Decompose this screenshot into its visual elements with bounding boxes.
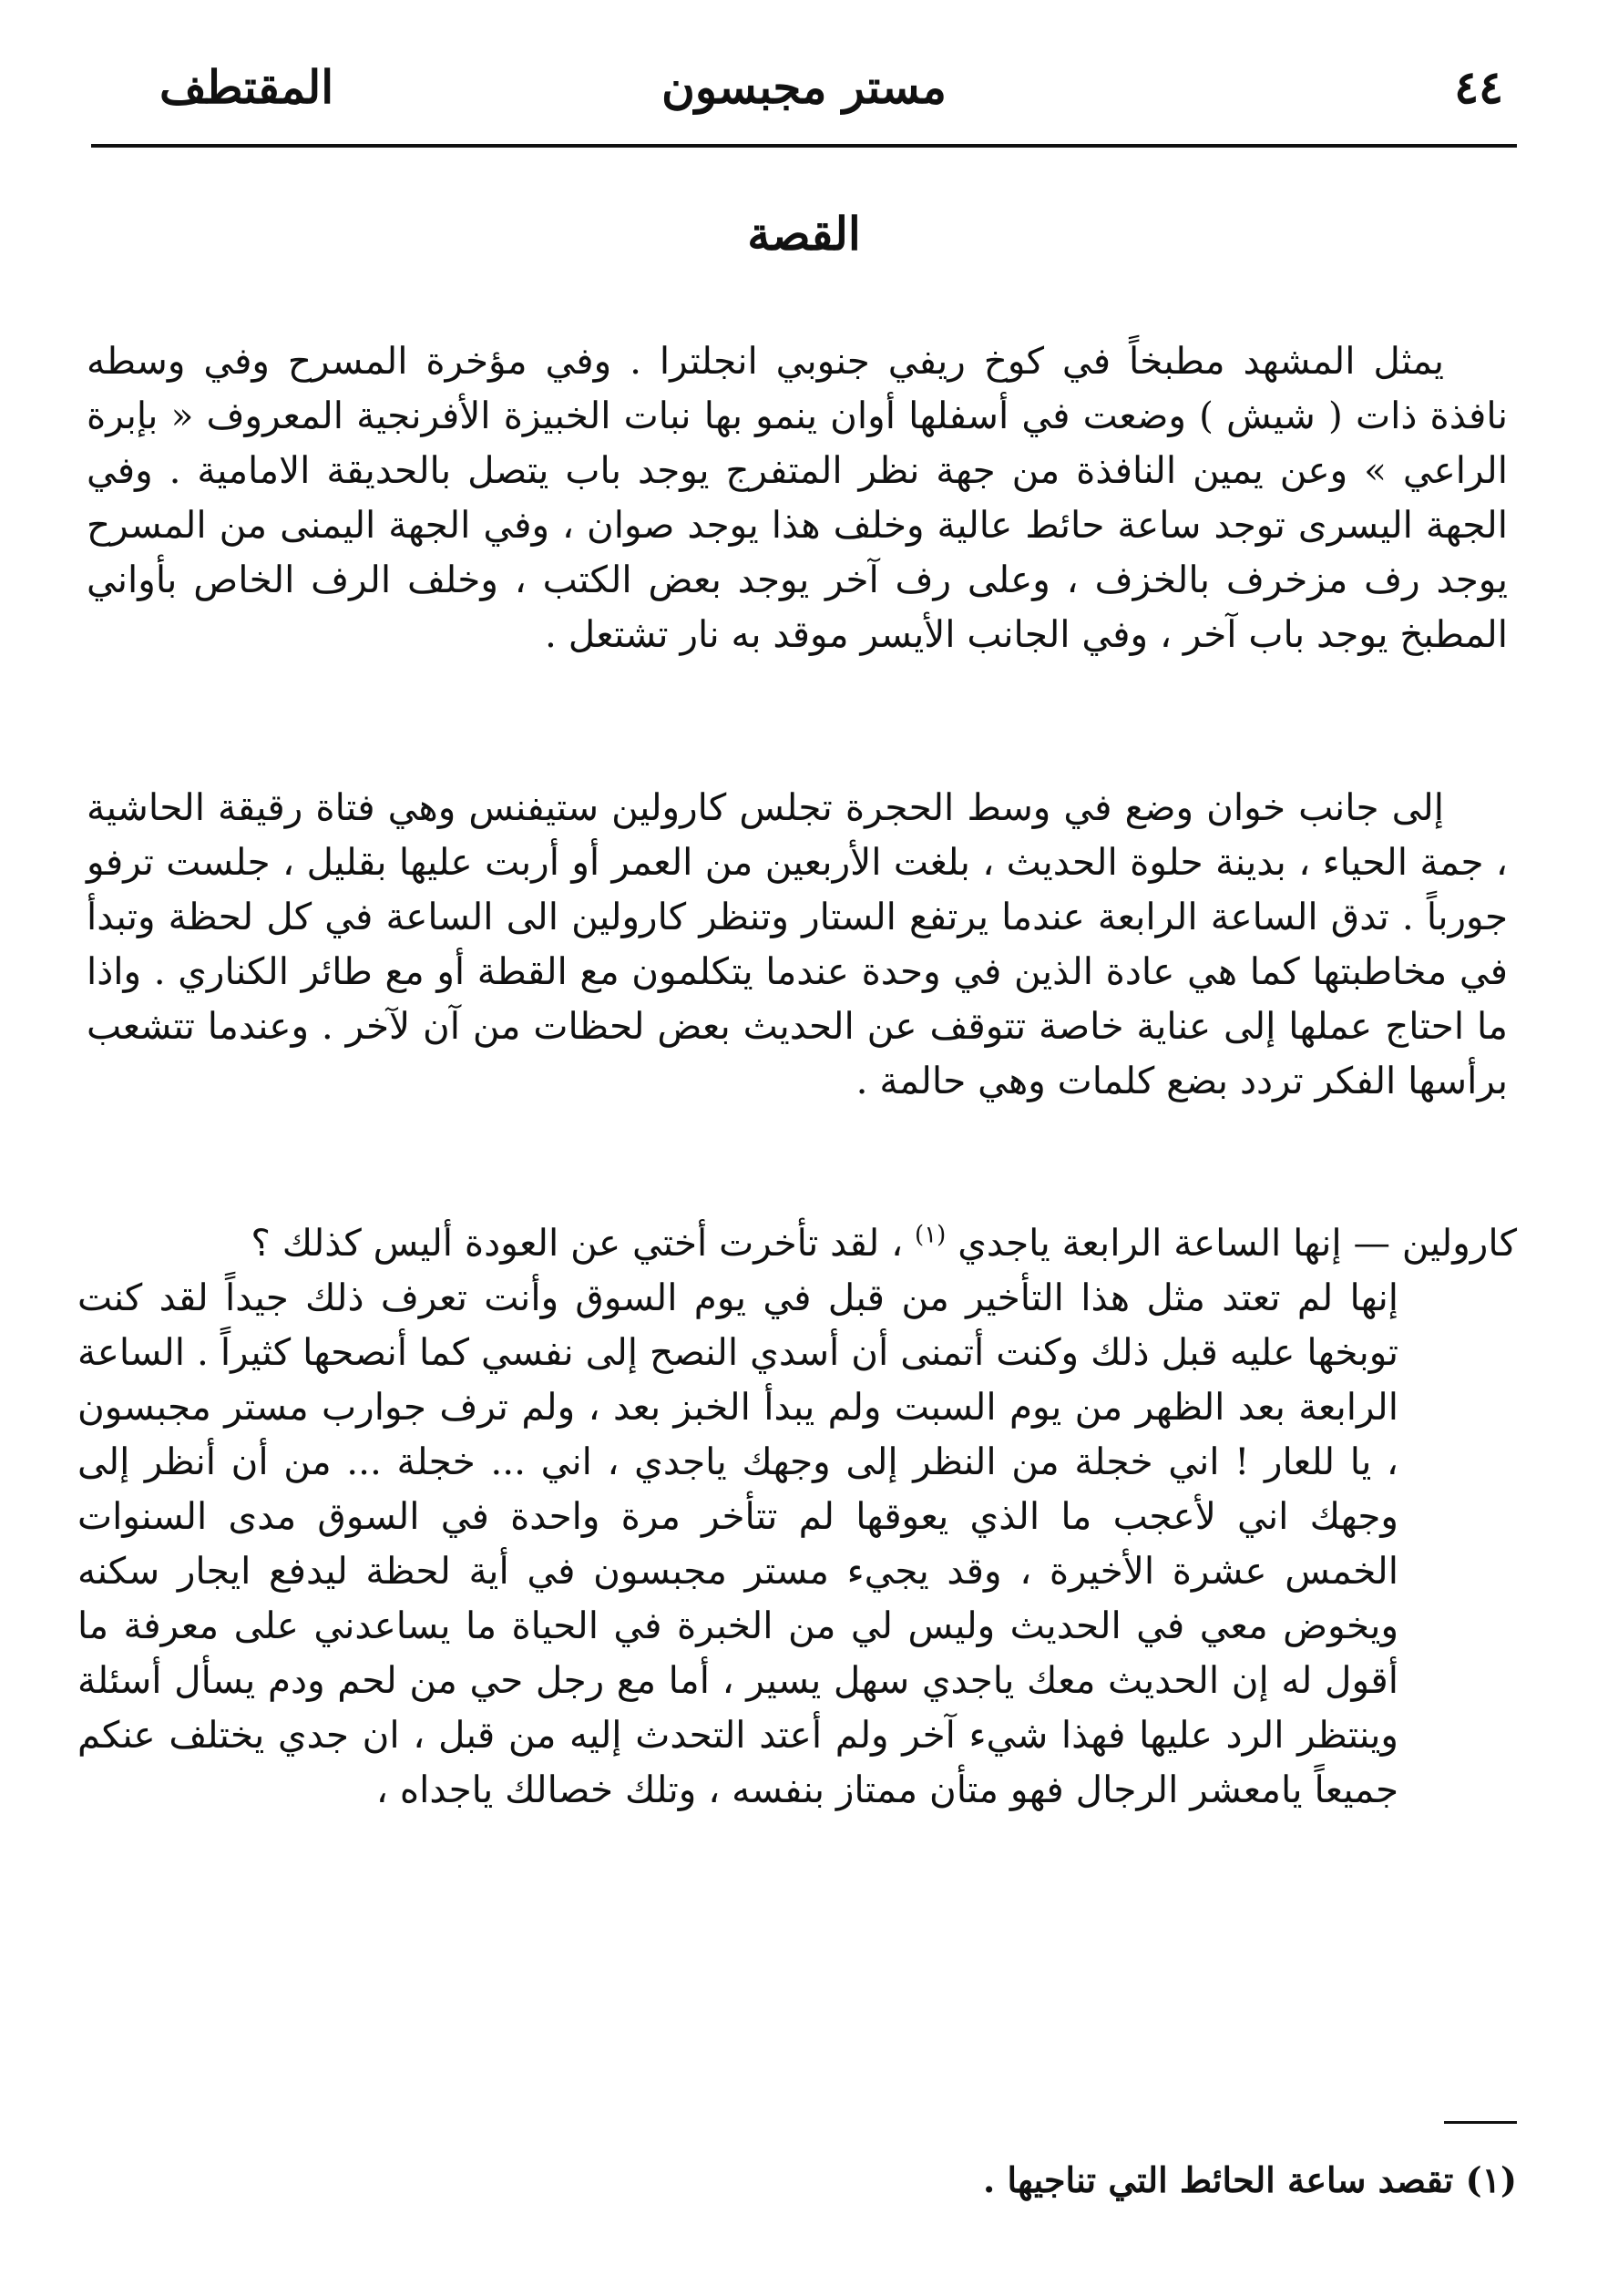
footnote	[983, 2155, 1517, 2206]
running-title: مستر مجبسون	[661, 60, 947, 114]
section-title: القصة	[747, 207, 861, 261]
magazine-name: المقتطف	[159, 60, 334, 114]
stage-description-paragraph: يمثل المشهد مطبخاً في كوخ ريفي جنوبي انجلترا . وفي مؤخرة المسرح وفي وسطه نافذة ذات ( شيش ) وضعت في أسفلها أوان ينمو بها نبات الخبيزة الأفرنجية المعروف « بإبرة الراعي » وعن يمين النافذة من جهة نظر المتفرج يوجد باب يتصل بالحديقة الامامية . وفي الجهة اليسرى توجد ساعة حائط عالية وخلف هذا يوجد صوان ، وفي الجهة اليمنى من المسرح يوجد رف مزخرف بالخزف ، وعلى رف آخر يوجد بعض الكتب ، وخلف الرف الخاص بأواني المطبخ يوجد باب آخر ، وفي الجانب الأيسر موقد به نار تشتعل .	[87, 339, 1508, 656]
page-number: ٤٤	[1454, 60, 1503, 114]
footnote-text: تقصد ساعة الحائط التي تناجيها .	[982, 2159, 1454, 2200]
speaker-dash: —	[1353, 1221, 1390, 1265]
footnote-mark: (١)	[1465, 2159, 1517, 2200]
dialogue-opening: إنها الساعة الرابعة ياجدي	[958, 1221, 1342, 1265]
dialogue-continuation: إنها لم تعتد مثل هذا التأخير من قبل في يوم السوق وأنت تعرف ذلك جيداً لقد كنت توبخها عليه قبل ذلك وكنت أتمنى أن أسدي النصح إلى نفسي كما أنصحها كثيراً . الساعة الرابعة بعد الظهر من يوم السبت ولم يبدأ الخبز بعد ، ولم ترف جوارب مستر مجبسون ، يا للعار ! اني خجلة من النظر إلى وجهك ياجدي ، اني ... خجلة ... من أن أنظر إلى وجهك اني لأعجب ما الذي يعوقها لم تتأخر مرة واحدة في السوق مدى السنوات الخمس عشرة الأخيرة ، وقد يجيء مستر مجبسون في أية لحظة ليدفع ايجار سكنه ويخوض معي في الحديث وليس لي من الخبرة في الحياة ما يساعدني على معرفة ما أقول له إن الحديث معك ياجدي سهل يسير ، أما مع رجل حي من لحم ودم يسأل أسئلة وينتظر الرد عليها فهذا شيء آخر ولم أعتد التحدث إليه من قبل ، ان جدي يختلف عنكم جميعاً يامعشر الرجال فهو متأن ممتاز بنفسه ، وتلك خصالك ياجداه ،	[77, 1276, 1398, 1811]
footnote-rule	[1444, 2121, 1517, 2124]
dialogue-first-line	[77, 1215, 1517, 1270]
dialogue-opening-rest: ، لقد تأخرت أختي عن العودة أليس كذلك ؟	[251, 1221, 904, 1265]
character-description-paragraph: إلى جانب خوان وضع في وسط الحجرة تجلس كارولين ستيفنس وهي فتاة رقيقة الحاشية ، جمة الحياء ، بدينة حلوة الحديث ، بلغت الأربعين من العمر أو أربت عليها بقليل ، جلست ترفو جورباً . تدق الساعة الرابعة عندما يرتفع الستار وتنظر كارولين الى الساعة في كل لحظة وتبدأ في مخاطبتها كما هي عادة الذين في وحدة عندما يتكلمون مع القطة أو مع طائر الكناري . واذا ما احتاج عملها إلى عناية خاصة تتوقف عن الحديث بعض لحظات من آن لآخر . وعندما تتشعب برأسها الفكر تردد بضع كلمات وهي حالمة .	[87, 785, 1508, 1102]
dialogue-block	[77, 1215, 1517, 1817]
footnote-reference: (١)	[915, 1221, 947, 1249]
header-rule	[91, 144, 1517, 148]
speaker-name: كارولين	[1401, 1221, 1517, 1265]
